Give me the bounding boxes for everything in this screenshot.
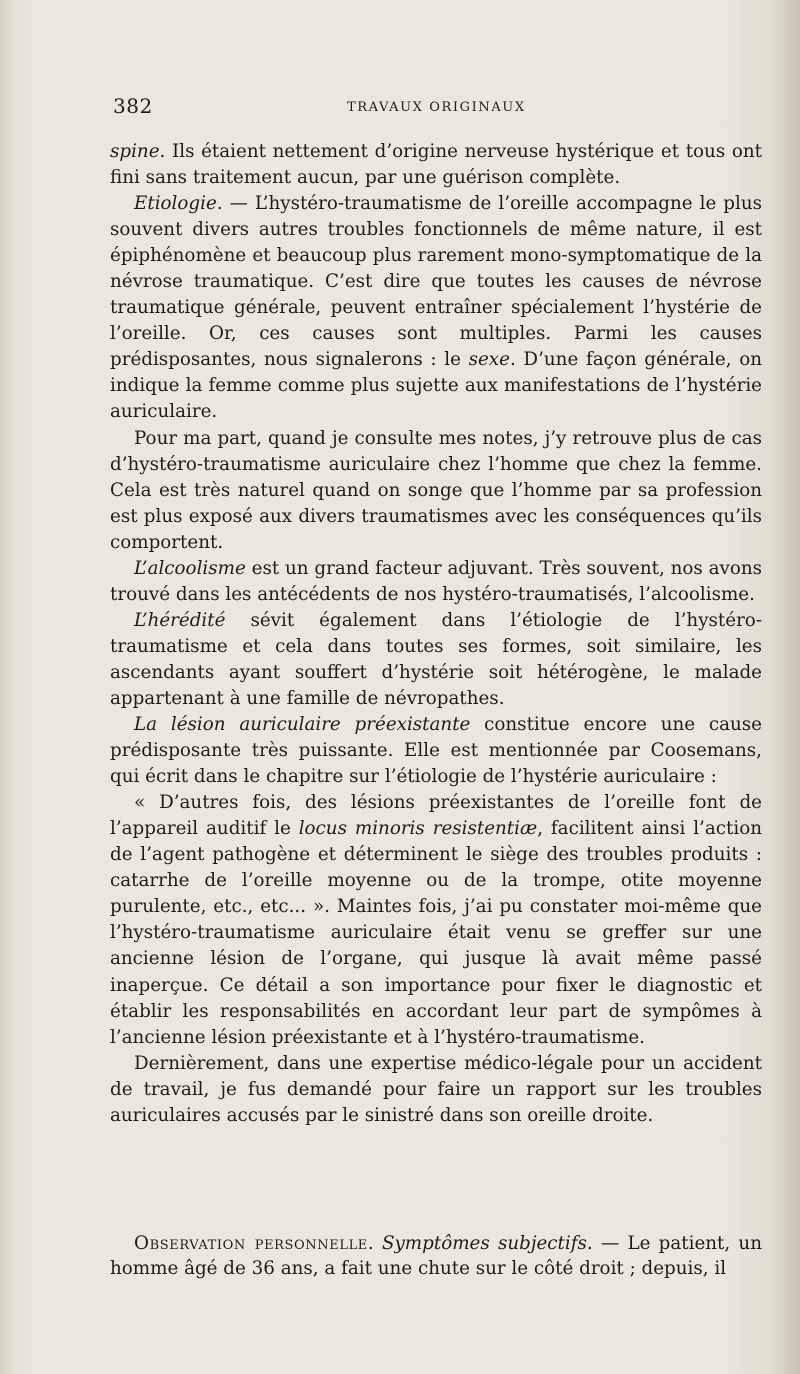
- text-run: . — L’hystéro-traumatisme de l’oreille accompagne le plus souvent divers autres troubles fonctionnels de même nature, il est épiphénomène et beaucoup plus rarement mono-symptomatique de la névrose traumatique. C’est dire que toutes les causes de névrose traumatique générale, peuvent entraîner spécialement l’hystérie de l’oreille. Or, ces causes sont multiples. Parmi les causes prédisposantes, nous signalerons : le: [110, 193, 762, 371]
- observation-subheading: Symptômes subjectifs: [381, 1233, 587, 1254]
- paragraph: [110, 712, 762, 790]
- italic-term: L’hérédité: [134, 609, 226, 631]
- text-run: « D’autres fois, des lésions préexistantes de l’oreille font de l’appareil auditif le: [110, 792, 762, 840]
- observation-paragraph: Observation personnelle. Symptômes subjectifs. — Le patient, un homme âgé de 36 ans, a fait une chute sur le côté droit ; depuis, il: [110, 1233, 762, 1279]
- journal-title: TRAVAUX ORIGINAUX: [347, 100, 526, 115]
- italic-term: locus minoris resistentiæ: [298, 818, 538, 840]
- paragraph: [110, 426, 762, 556]
- observation-section: [110, 1231, 762, 1281]
- text-run: sévit également dans l’étiologie de l’hystéro-traumatisme et cela dans toutes ses formes, soit similaire, les ascendants ayant souffert d’hystérie soit hétérogène, le malade appartenant à une famille de névropathes.: [110, 609, 762, 709]
- italic-term: sexe: [468, 349, 510, 371]
- observation-heading: Observation personnelle: [134, 1233, 368, 1254]
- italic-term: La lésion auriculaire préexistante: [134, 714, 471, 736]
- text-run: constitue encore une cause prédisposante très puissante. Elle est mentionnée par Coosemans, qui écrit dans le chapitre sur l’étiologie de l’hystérie auriculaire :: [110, 714, 762, 788]
- italic-term: spine: [110, 141, 160, 162]
- paragraph: [110, 1051, 762, 1129]
- paragraph: [110, 556, 762, 608]
- text-run: , facilitent ainsi l’action de l’agent pathogène et déterminent le siège des troubles produits : catarrhe de l’oreille moyenne ou de la trompe, otite moyenne purulente, etc., etc... ». Maintes fois, j’ai pu constater moi-même que l’hystéro-traumatisme auriculaire était venu se greffer sur une ancienne lésion de l’organe, qui jusque là avait même passé inaperçue. Ce détail a son importance pour fixer le diagnostic et établir les responsabilités en accordant leur part de sympômes à l’ancienne lésion préexistante et à l’hystéro-traumatisme.: [110, 818, 762, 1048]
- observation-text: — Le patient, un homme âgé de 36 ans, a fait une chute sur le côté droit ; depuis, il: [110, 1233, 762, 1279]
- text-run: . D’une façon générale, on indique la femme comme plus sujette aux manifestations de l’hystérie auriculaire.: [110, 349, 762, 423]
- body-text: [110, 139, 762, 1129]
- text-run: Dernièrement, dans une expertise médico-légale pour un accident de travail, je fus demandé pour faire un rapport sur les troubles auriculaires accusés par le sinistré dans son oreille droite.: [110, 1052, 762, 1126]
- paragraph: [110, 139, 762, 191]
- italic-term: L’alcoolisme: [134, 557, 246, 579]
- italic-term: Etiologie: [134, 193, 217, 215]
- paragraph: [110, 790, 762, 1050]
- text-run: . Ils étaient nettement d’origine nerveuse hystérique et tous ont fini sans traitement aucun, par une guérison complète.: [110, 141, 762, 189]
- page-number: 382: [113, 94, 153, 118]
- paragraph: [110, 608, 762, 712]
- running-head: [113, 94, 763, 118]
- paragraph: [110, 191, 762, 425]
- text-run: Pour ma part, quand je consulte mes notes, j’y retrouve plus de cas d’hystéro-traumatisme auriculaire chez l’homme que chez la femme. Cela est très naturel quand on songe que l’homme par sa profession est plus exposé aux divers traumatismes avec les conséquences qu’ils comportent.: [110, 427, 762, 553]
- text-run: est un grand facteur adjuvant. Très souvent, nos avons trouvé dans les antécédents de nos hystéro-traumatisés, l’alcoolisme.: [110, 557, 762, 605]
